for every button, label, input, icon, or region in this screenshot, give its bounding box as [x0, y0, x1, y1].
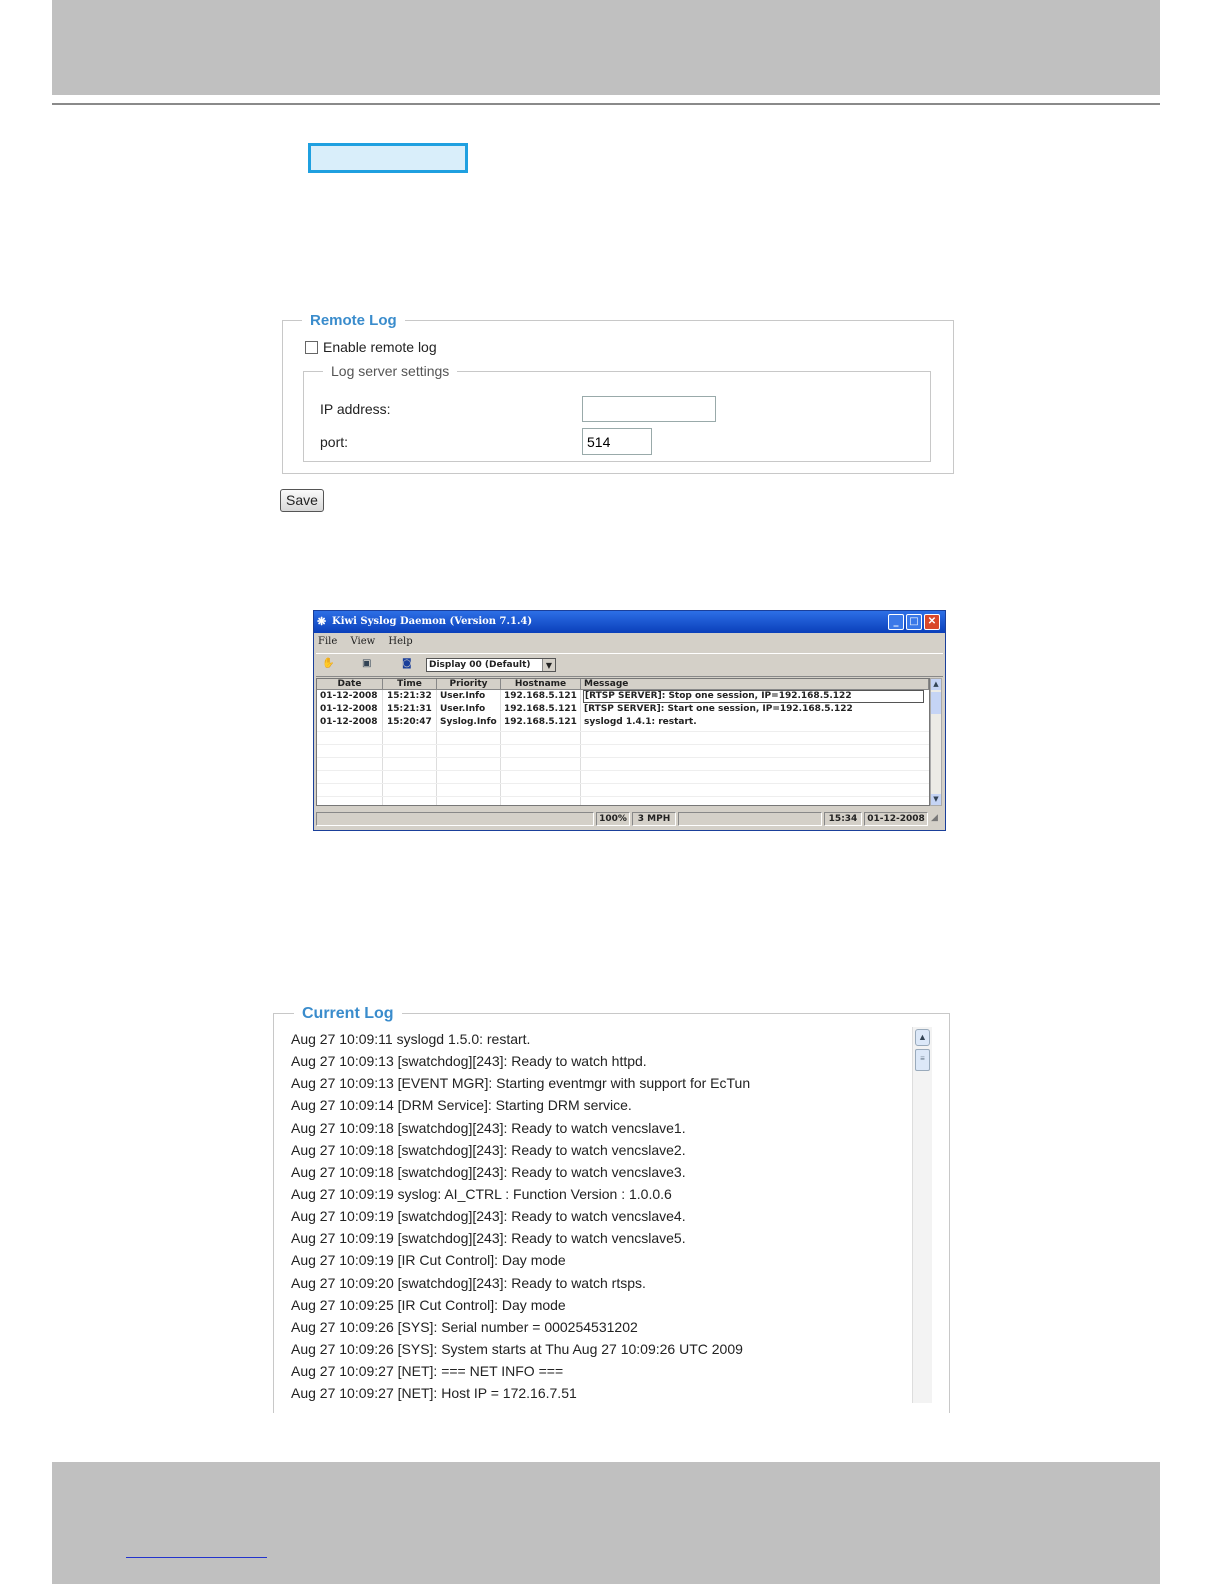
cell-time: 15:21:31	[387, 704, 432, 714]
log-line: Aug 27 10:09:26 [SYS]: Serial number = 000254531202	[291, 1319, 638, 1335]
log-line: Aug 27 10:09:27 [NET]: Host IP = 172.16.7.51	[291, 1385, 577, 1401]
column-header-priority[interactable]: Priority	[437, 679, 501, 690]
hand-icon[interactable]: ✋	[322, 658, 335, 669]
page-header-band	[52, 0, 1160, 95]
port-label: port:	[320, 434, 349, 450]
current-log-legend: Current Log	[294, 1005, 402, 1023]
log-line: Aug 27 10:09:19 [swatchdog][243]: Ready to watch vencslave5.	[291, 1230, 686, 1246]
status-rate: 3 MPH	[632, 812, 676, 826]
cell-date: 01-12-2008	[320, 691, 378, 701]
kiwi-vertical-scrollbar[interactable]	[930, 678, 942, 806]
chevron-down-icon: ▼	[542, 659, 555, 671]
log-line: Aug 27 10:09:14 [DRM Service]: Starting DRM service.	[291, 1097, 632, 1113]
enable-remote-log-label: Enable remote log	[323, 339, 437, 355]
grid-row-line	[317, 744, 929, 745]
resize-grip-icon[interactable]: ◢	[931, 813, 938, 823]
display-select[interactable]	[426, 658, 556, 672]
grid-row-line	[317, 796, 929, 797]
status-date: 01-12-2008	[864, 812, 928, 826]
cell-time: 15:21:32	[387, 691, 432, 701]
kiwi-status-bar	[316, 810, 943, 828]
cell-time: 15:20:47	[387, 717, 432, 727]
cell-priority: User.Info	[440, 704, 486, 714]
kiwi-toolbar	[316, 653, 943, 677]
grid-row-line	[317, 770, 929, 771]
column-header-message[interactable]: Message	[581, 679, 929, 690]
cell-message: [RTSP SERVER]: Start one session, IP=192.168.5.122	[584, 704, 853, 714]
scroll-thumb[interactable]	[931, 692, 941, 714]
status-panel	[316, 812, 594, 826]
kiwi-window-title: Kiwi Syslog Daemon (Version 7.1.4)	[332, 616, 533, 627]
status-percent: 100%	[596, 812, 630, 826]
remote-log-legend: Remote Log	[302, 312, 405, 329]
column-header-time[interactable]: Time	[383, 679, 437, 690]
log-line: Aug 27 10:09:27 [NET]: === NET INFO ===	[291, 1363, 564, 1379]
header-rule	[52, 103, 1160, 105]
cell-date: 01-12-2008	[320, 704, 378, 714]
cell-message: [RTSP SERVER]: Stop one session, IP=192.168.5.122	[583, 690, 924, 703]
cell-priority: User.Info	[440, 691, 486, 701]
scroll-up-icon[interactable]: ▲	[931, 679, 941, 690]
log-line: Aug 27 10:09:19 [swatchdog][243]: Ready to watch vencslave4.	[291, 1208, 686, 1224]
current-log-scrollbar[interactable]	[912, 1027, 932, 1403]
grid-divider	[436, 690, 437, 805]
menu-view[interactable]: View	[350, 636, 376, 647]
screen-icon[interactable]: ▣	[362, 658, 372, 669]
display-select-value: Display 00 (Default)	[429, 660, 531, 670]
log-line: Aug 27 10:09:20 [swatchdog][243]: Ready to watch rtsps.	[291, 1275, 646, 1291]
kiwi-app-icon: ❋	[317, 615, 327, 628]
log-line: Aug 27 10:09:19 [IR Cut Control]: Day mode	[291, 1252, 566, 1268]
cell-priority: Syslog.Info	[440, 717, 497, 727]
log-line: Aug 27 10:09:18 [swatchdog][243]: Ready to watch vencslave3.	[291, 1164, 686, 1180]
log-line: Aug 27 10:09:11 syslogd 1.5.0: restart.	[291, 1031, 531, 1047]
minimize-button[interactable]: _	[888, 614, 904, 630]
status-clock: 15:34	[824, 812, 862, 826]
kiwi-menu-bar	[318, 636, 423, 647]
log-line: Aug 27 10:09:18 [swatchdog][243]: Ready to watch vencslave1.	[291, 1120, 686, 1136]
log-line: Aug 27 10:09:25 [IR Cut Control]: Day mode	[291, 1297, 566, 1313]
grid-divider	[500, 690, 501, 805]
cell-hostname: 192.168.5.121	[504, 704, 577, 714]
log-line: Aug 27 10:09:19 syslog: AI_CTRL : Function Version : 1.0.0.6	[291, 1186, 672, 1202]
page-footer-band	[52, 1462, 1160, 1584]
grid-divider	[580, 690, 581, 805]
port-input[interactable]	[582, 428, 652, 455]
close-button[interactable]: ✕	[924, 614, 940, 630]
properties-icon[interactable]: ◙	[402, 658, 412, 669]
save-button[interactable]: Save	[280, 489, 324, 512]
log-line: Aug 27 10:09:26 [SYS]: System starts at Thu Aug 27 10:09:26 UTC 2009	[291, 1341, 743, 1357]
kiwi-log-grid	[316, 678, 930, 806]
kiwi-syslog-window	[313, 610, 946, 831]
kiwi-title-bar	[314, 611, 945, 633]
grid-row-line	[317, 757, 929, 758]
cell-message: syslogd 1.4.1: restart.	[584, 717, 697, 727]
maximize-button[interactable]: □	[906, 614, 922, 630]
log-line: Aug 27 10:09:13 [EVENT MGR]: Starting eventmgr with support for EcTun	[291, 1075, 751, 1091]
scroll-down-icon[interactable]: ▼	[931, 794, 941, 805]
grid-divider	[382, 690, 383, 805]
log-server-settings-legend: Log server settings	[323, 363, 457, 379]
scroll-up-icon[interactable]: ▲	[915, 1029, 930, 1046]
column-header-hostname[interactable]: Hostname	[501, 679, 581, 690]
ip-address-input[interactable]	[582, 396, 716, 422]
log-line: Aug 27 10:09:18 [swatchdog][243]: Ready to watch vencslave2.	[291, 1142, 686, 1158]
cell-hostname: 192.168.5.121	[504, 691, 577, 701]
ip-address-label: IP address:	[320, 401, 391, 417]
menu-file[interactable]: File	[318, 636, 338, 647]
status-panel	[678, 812, 822, 826]
grid-row-line	[317, 783, 929, 784]
cell-date: 01-12-2008	[320, 717, 378, 727]
footer-link-underline[interactable]	[126, 1557, 267, 1558]
column-header-date[interactable]: Date	[317, 679, 383, 690]
scroll-thumb[interactable]: ≡	[915, 1049, 930, 1071]
log-line: Aug 27 10:09:13 [swatchdog][243]: Ready to watch httpd.	[291, 1053, 647, 1069]
menu-tab-highlight[interactable]	[308, 143, 468, 173]
enable-remote-log-checkbox[interactable]	[305, 341, 318, 354]
menu-help[interactable]: Help	[388, 636, 413, 647]
cell-hostname: 192.168.5.121	[504, 717, 577, 727]
grid-row-line	[317, 731, 929, 732]
